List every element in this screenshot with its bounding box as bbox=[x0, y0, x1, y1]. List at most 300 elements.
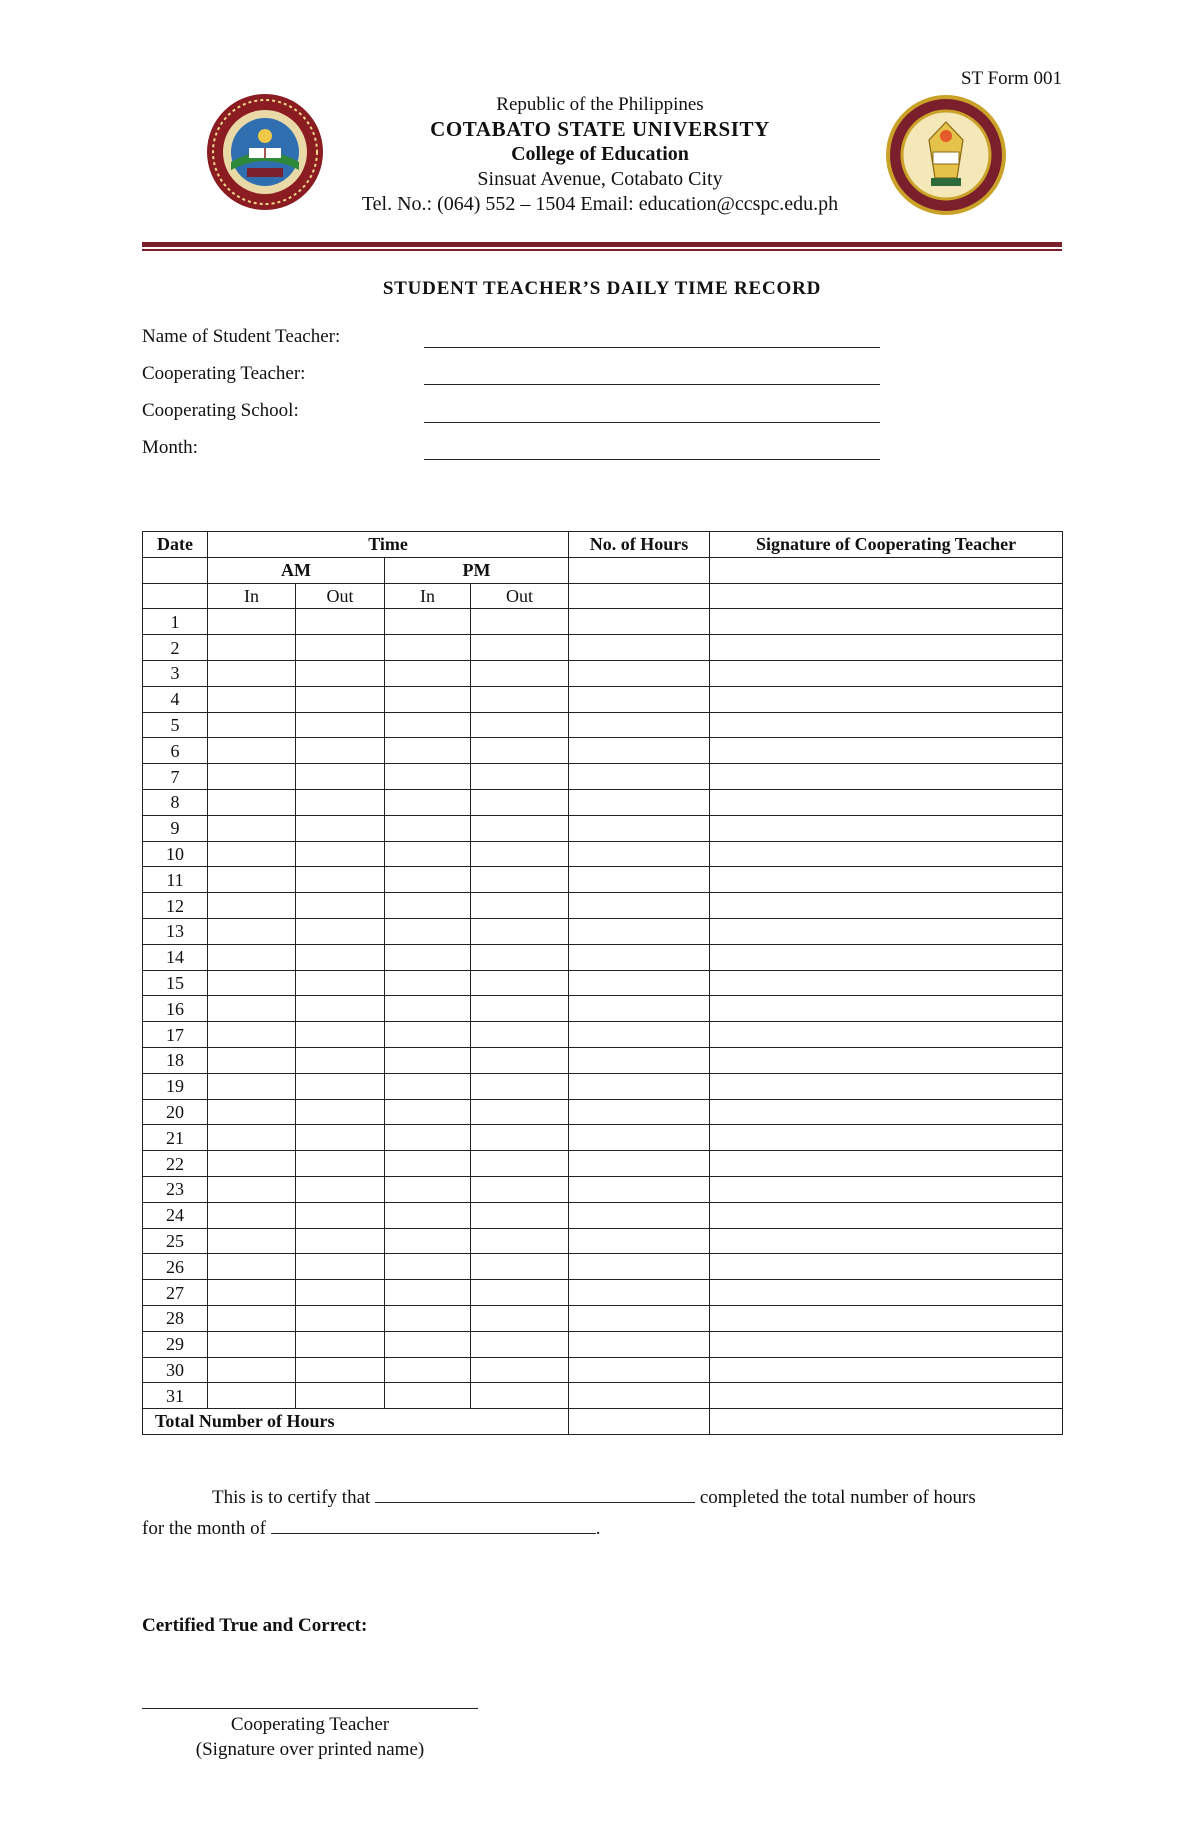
hours-cell[interactable] bbox=[569, 1176, 710, 1202]
table-row bbox=[143, 1176, 1063, 1202]
pm-out-cell[interactable] bbox=[471, 1125, 569, 1151]
day-number: 29 bbox=[143, 1331, 208, 1357]
pm-in-cell[interactable] bbox=[385, 893, 471, 919]
am-out-cell[interactable] bbox=[296, 815, 385, 841]
pm-in-cell[interactable] bbox=[385, 1357, 471, 1383]
pm-out-cell[interactable] bbox=[471, 893, 569, 919]
am-out-cell[interactable] bbox=[296, 1176, 385, 1202]
signature-cell[interactable] bbox=[710, 660, 1063, 686]
am-out-cell[interactable] bbox=[296, 1331, 385, 1357]
table-row bbox=[143, 1022, 1063, 1048]
table-row bbox=[143, 1228, 1063, 1254]
day-number: 18 bbox=[143, 1047, 208, 1073]
pm-in-cell[interactable] bbox=[385, 1176, 471, 1202]
field-line-month[interactable] bbox=[424, 459, 880, 460]
hours-cell[interactable] bbox=[569, 970, 710, 996]
col-signature: Signature of Cooperating Teacher bbox=[710, 532, 1063, 558]
day-number: 19 bbox=[143, 1073, 208, 1099]
signature-cell[interactable] bbox=[710, 970, 1063, 996]
day-number: 23 bbox=[143, 1176, 208, 1202]
day-number: 7 bbox=[143, 764, 208, 790]
hours-cell[interactable] bbox=[569, 1305, 710, 1331]
hours-cell[interactable] bbox=[569, 1254, 710, 1280]
hours-cell[interactable] bbox=[569, 764, 710, 790]
pm-out-cell[interactable] bbox=[471, 1151, 569, 1177]
table-row bbox=[143, 815, 1063, 841]
pm-in-cell[interactable] bbox=[385, 789, 471, 815]
pm-in-cell[interactable] bbox=[385, 609, 471, 635]
am-out-cell[interactable] bbox=[296, 686, 385, 712]
am-out-cell[interactable] bbox=[296, 789, 385, 815]
am-out-cell[interactable] bbox=[296, 841, 385, 867]
am-in-cell[interactable] bbox=[208, 1176, 296, 1202]
am-out-cell[interactable] bbox=[296, 635, 385, 661]
day-number: 15 bbox=[143, 970, 208, 996]
day-number: 21 bbox=[143, 1125, 208, 1151]
table-row bbox=[143, 764, 1063, 790]
am-in-cell[interactable] bbox=[208, 1022, 296, 1048]
institution-header bbox=[300, 92, 900, 217]
signature-line[interactable] bbox=[142, 1708, 478, 1709]
pm-out-cell[interactable] bbox=[471, 1228, 569, 1254]
am-out-cell[interactable] bbox=[296, 738, 385, 764]
am-in-cell[interactable] bbox=[208, 1357, 296, 1383]
pm-in-cell[interactable] bbox=[385, 944, 471, 970]
signature-role: Cooperating Teacher bbox=[230, 1714, 390, 1735]
am-out-cell[interactable] bbox=[296, 1280, 385, 1306]
pm-in-cell[interactable] bbox=[385, 1151, 471, 1177]
am-out-cell[interactable] bbox=[296, 893, 385, 919]
empty-cell bbox=[710, 583, 1063, 609]
signature-cell[interactable] bbox=[710, 1383, 1063, 1409]
day-number: 26 bbox=[143, 1254, 208, 1280]
signature-cell[interactable] bbox=[710, 1047, 1063, 1073]
table-header-row bbox=[143, 532, 1063, 558]
am-in-cell[interactable] bbox=[208, 764, 296, 790]
hours-cell[interactable] bbox=[569, 1331, 710, 1357]
signature-cell[interactable] bbox=[710, 712, 1063, 738]
pm-out-cell[interactable] bbox=[471, 1073, 569, 1099]
pm-in-cell[interactable] bbox=[385, 970, 471, 996]
pm-in-cell[interactable] bbox=[385, 660, 471, 686]
table-row bbox=[143, 893, 1063, 919]
hours-cell[interactable] bbox=[569, 867, 710, 893]
pm-out-cell[interactable] bbox=[471, 867, 569, 893]
hours-cell[interactable] bbox=[569, 944, 710, 970]
am-out-cell[interactable] bbox=[296, 1125, 385, 1151]
pm-out-cell[interactable] bbox=[471, 970, 569, 996]
am-in-cell[interactable] bbox=[208, 1305, 296, 1331]
pm-in-cell[interactable] bbox=[385, 1228, 471, 1254]
table-row bbox=[143, 1331, 1063, 1357]
empty-cell bbox=[569, 557, 710, 583]
hours-cell[interactable] bbox=[569, 1047, 710, 1073]
republic-line: Republic of the Philippines bbox=[496, 94, 704, 115]
pm-out-cell[interactable] bbox=[471, 1280, 569, 1306]
pm-out-cell[interactable] bbox=[471, 764, 569, 790]
table-row bbox=[143, 686, 1063, 712]
signature-cell[interactable] bbox=[710, 893, 1063, 919]
signature-cell[interactable] bbox=[710, 1073, 1063, 1099]
hours-cell[interactable] bbox=[569, 1099, 710, 1125]
table-row bbox=[143, 1305, 1063, 1331]
am-out-cell[interactable] bbox=[296, 1254, 385, 1280]
table-row bbox=[143, 1280, 1063, 1306]
table-row bbox=[143, 944, 1063, 970]
am-in-cell[interactable] bbox=[208, 1099, 296, 1125]
am-in-cell[interactable] bbox=[208, 944, 296, 970]
am-out-cell[interactable] bbox=[296, 944, 385, 970]
hours-cell[interactable] bbox=[569, 1280, 710, 1306]
certify-period: . bbox=[595, 1518, 601, 1539]
signature-cell[interactable] bbox=[710, 944, 1063, 970]
pm-out-cell[interactable] bbox=[471, 712, 569, 738]
am-in-cell[interactable] bbox=[208, 996, 296, 1022]
table-row bbox=[143, 867, 1063, 893]
day-number: 14 bbox=[143, 944, 208, 970]
am-in-cell[interactable] bbox=[208, 1383, 296, 1409]
day-number: 17 bbox=[143, 1022, 208, 1048]
day-number: 3 bbox=[143, 660, 208, 686]
hours-cell[interactable] bbox=[569, 841, 710, 867]
hours-cell[interactable] bbox=[569, 893, 710, 919]
am-in-cell[interactable] bbox=[208, 1073, 296, 1099]
total-row bbox=[143, 1409, 1063, 1435]
day-number: 10 bbox=[143, 841, 208, 867]
hours-cell[interactable] bbox=[569, 815, 710, 841]
col-hours: No. of Hours bbox=[569, 532, 710, 558]
empty-cell bbox=[710, 557, 1063, 583]
signature-cell[interactable] bbox=[710, 1125, 1063, 1151]
signature-cell[interactable] bbox=[710, 764, 1063, 790]
empty-cell bbox=[143, 583, 208, 609]
signature-cell[interactable] bbox=[710, 1151, 1063, 1177]
field-label-month: Month: bbox=[142, 437, 198, 458]
table-row bbox=[143, 609, 1063, 635]
table-row bbox=[143, 1383, 1063, 1409]
pm-out-cell[interactable] bbox=[471, 1254, 569, 1280]
pm-out-cell[interactable] bbox=[471, 1022, 569, 1048]
signature-cell[interactable] bbox=[710, 789, 1063, 815]
col-pm-in: In bbox=[385, 583, 471, 609]
am-in-cell[interactable] bbox=[208, 660, 296, 686]
pm-in-cell[interactable] bbox=[385, 764, 471, 790]
am-out-cell[interactable] bbox=[296, 970, 385, 996]
table-row bbox=[143, 1151, 1063, 1177]
contact-line: Tel. No.: (064) 552 – 1504 Email: education@ccspc.edu.ph bbox=[361, 193, 839, 215]
signature-cell[interactable] bbox=[710, 686, 1063, 712]
university-name: COTABATO STATE UNIVERSITY bbox=[430, 117, 770, 141]
hours-cell[interactable] bbox=[569, 635, 710, 661]
am-out-cell[interactable] bbox=[296, 1383, 385, 1409]
hours-cell[interactable] bbox=[569, 1228, 710, 1254]
am-out-cell[interactable] bbox=[296, 1228, 385, 1254]
day-number: 28 bbox=[143, 1305, 208, 1331]
pm-out-cell[interactable] bbox=[471, 635, 569, 661]
field-label-cooperating-teacher: Cooperating Teacher: bbox=[142, 363, 306, 384]
hours-cell[interactable] bbox=[569, 609, 710, 635]
certify-text-1: This is to certify that bbox=[212, 1487, 371, 1508]
total-hours-cell[interactable] bbox=[569, 1409, 710, 1435]
field-line-cooperating-teacher[interactable] bbox=[424, 384, 880, 385]
pm-out-cell[interactable] bbox=[471, 918, 569, 944]
hours-cell[interactable] bbox=[569, 660, 710, 686]
field-label-student-teacher: Name of Student Teacher: bbox=[142, 326, 341, 347]
form-code: ST Form 001 bbox=[960, 68, 1062, 89]
pm-in-cell[interactable] bbox=[385, 1280, 471, 1306]
day-number: 9 bbox=[143, 815, 208, 841]
signature-cell[interactable] bbox=[710, 918, 1063, 944]
pm-in-cell[interactable] bbox=[385, 1047, 471, 1073]
pm-in-cell[interactable] bbox=[385, 1202, 471, 1228]
hours-cell[interactable] bbox=[569, 738, 710, 764]
table-row bbox=[143, 789, 1063, 815]
signature-cell[interactable] bbox=[710, 867, 1063, 893]
day-number: 20 bbox=[143, 1099, 208, 1125]
signature-cell[interactable] bbox=[710, 1202, 1063, 1228]
hours-cell[interactable] bbox=[569, 918, 710, 944]
pm-in-cell[interactable] bbox=[385, 867, 471, 893]
pm-in-cell[interactable] bbox=[385, 1383, 471, 1409]
signature-cell[interactable] bbox=[710, 635, 1063, 661]
table-row bbox=[143, 660, 1063, 686]
pm-in-cell[interactable] bbox=[385, 712, 471, 738]
table-row bbox=[143, 712, 1063, 738]
am-out-cell[interactable] bbox=[296, 764, 385, 790]
field-line-cooperating-school[interactable] bbox=[424, 422, 880, 423]
table-row bbox=[143, 1254, 1063, 1280]
signature-cell[interactable] bbox=[710, 738, 1063, 764]
hours-cell[interactable] bbox=[569, 996, 710, 1022]
day-number: 8 bbox=[143, 789, 208, 815]
signature-cell[interactable] bbox=[710, 841, 1063, 867]
table-row bbox=[143, 970, 1063, 996]
total-label: Total Number of Hours bbox=[143, 1409, 569, 1435]
certify-statement bbox=[142, 1482, 1062, 1509]
pm-in-cell[interactable] bbox=[385, 686, 471, 712]
am-out-cell[interactable] bbox=[296, 1151, 385, 1177]
am-out-cell[interactable] bbox=[296, 1202, 385, 1228]
field-label-cooperating-school: Cooperating School: bbox=[142, 400, 299, 421]
day-number: 24 bbox=[143, 1202, 208, 1228]
day-number: 25 bbox=[143, 1228, 208, 1254]
pm-out-cell[interactable] bbox=[471, 1383, 569, 1409]
signature-cell[interactable] bbox=[710, 1254, 1063, 1280]
hours-cell[interactable] bbox=[569, 1022, 710, 1048]
pm-out-cell[interactable] bbox=[471, 609, 569, 635]
table-row bbox=[143, 841, 1063, 867]
am-in-cell[interactable] bbox=[208, 1228, 296, 1254]
hours-cell[interactable] bbox=[569, 712, 710, 738]
day-number: 16 bbox=[143, 996, 208, 1022]
col-date: Date bbox=[143, 532, 208, 558]
hours-cell[interactable] bbox=[569, 789, 710, 815]
table-body bbox=[143, 609, 1063, 1409]
am-out-cell[interactable] bbox=[296, 1022, 385, 1048]
certify-name-blank[interactable] bbox=[375, 1482, 695, 1503]
hours-cell[interactable] bbox=[569, 1073, 710, 1099]
pm-in-cell[interactable] bbox=[385, 635, 471, 661]
hours-cell[interactable] bbox=[569, 1202, 710, 1228]
am-in-cell[interactable] bbox=[208, 635, 296, 661]
empty-cell bbox=[569, 583, 710, 609]
pm-out-cell[interactable] bbox=[471, 660, 569, 686]
pm-out-cell[interactable] bbox=[471, 996, 569, 1022]
am-in-cell[interactable] bbox=[208, 1254, 296, 1280]
am-out-cell[interactable] bbox=[296, 1357, 385, 1383]
day-number: 6 bbox=[143, 738, 208, 764]
am-in-cell[interactable] bbox=[208, 712, 296, 738]
col-pm-out: Out bbox=[471, 583, 569, 609]
pm-out-cell[interactable] bbox=[471, 841, 569, 867]
signature-note: (Signature over printed name) bbox=[195, 1739, 425, 1760]
am-out-cell[interactable] bbox=[296, 1305, 385, 1331]
table-inout-row bbox=[143, 583, 1063, 609]
pm-in-cell[interactable] bbox=[385, 996, 471, 1022]
certify-month-blank[interactable] bbox=[271, 1513, 596, 1534]
signature-cell[interactable] bbox=[710, 996, 1063, 1022]
header-divider bbox=[142, 242, 1062, 247]
pm-out-cell[interactable] bbox=[471, 1099, 569, 1125]
signature-cell[interactable] bbox=[710, 1228, 1063, 1254]
pm-out-cell[interactable] bbox=[471, 686, 569, 712]
pm-in-cell[interactable] bbox=[385, 1073, 471, 1099]
hours-cell[interactable] bbox=[569, 1383, 710, 1409]
signature-cell[interactable] bbox=[710, 1357, 1063, 1383]
signature-cell[interactable] bbox=[710, 1022, 1063, 1048]
day-number: 22 bbox=[143, 1151, 208, 1177]
time-record-table bbox=[142, 531, 1063, 1435]
table-row bbox=[143, 738, 1063, 764]
pm-out-cell[interactable] bbox=[471, 1176, 569, 1202]
signature-block bbox=[142, 1712, 478, 1762]
signature-cell[interactable] bbox=[710, 1331, 1063, 1357]
day-number: 11 bbox=[143, 867, 208, 893]
am-in-cell[interactable] bbox=[208, 1202, 296, 1228]
table-row bbox=[143, 918, 1063, 944]
table-subheader-row bbox=[143, 557, 1063, 583]
day-number: 1 bbox=[143, 609, 208, 635]
am-in-cell[interactable] bbox=[208, 789, 296, 815]
hours-cell[interactable] bbox=[569, 1125, 710, 1151]
table-row bbox=[143, 1125, 1063, 1151]
day-number: 30 bbox=[143, 1357, 208, 1383]
hours-cell[interactable] bbox=[569, 686, 710, 712]
day-number: 31 bbox=[143, 1383, 208, 1409]
am-out-cell[interactable] bbox=[296, 1073, 385, 1099]
col-pm: PM bbox=[385, 557, 569, 583]
am-in-cell[interactable] bbox=[208, 970, 296, 996]
am-out-cell[interactable] bbox=[296, 712, 385, 738]
am-out-cell[interactable] bbox=[296, 1047, 385, 1073]
am-in-cell[interactable] bbox=[208, 815, 296, 841]
hours-cell[interactable] bbox=[569, 1151, 710, 1177]
pm-out-cell[interactable] bbox=[471, 1047, 569, 1073]
table-row bbox=[143, 1073, 1063, 1099]
am-in-cell[interactable] bbox=[208, 1047, 296, 1073]
am-out-cell[interactable] bbox=[296, 918, 385, 944]
pm-in-cell[interactable] bbox=[385, 1099, 471, 1125]
am-out-cell[interactable] bbox=[296, 1099, 385, 1125]
signature-cell[interactable] bbox=[710, 609, 1063, 635]
pm-in-cell[interactable] bbox=[385, 841, 471, 867]
am-in-cell[interactable] bbox=[208, 1125, 296, 1151]
signature-cell[interactable] bbox=[710, 1176, 1063, 1202]
pm-out-cell[interactable] bbox=[471, 815, 569, 841]
am-in-cell[interactable] bbox=[208, 918, 296, 944]
am-in-cell[interactable] bbox=[208, 1331, 296, 1357]
signature-cell[interactable] bbox=[710, 1305, 1063, 1331]
pm-in-cell[interactable] bbox=[385, 1331, 471, 1357]
am-in-cell[interactable] bbox=[208, 867, 296, 893]
pm-out-cell[interactable] bbox=[471, 1202, 569, 1228]
certified-label: Certified True and Correct: bbox=[142, 1615, 368, 1636]
am-in-cell[interactable] bbox=[208, 738, 296, 764]
table-row bbox=[143, 635, 1063, 661]
certify-text-2: completed the total number of hours bbox=[699, 1487, 976, 1508]
pm-out-cell[interactable] bbox=[471, 1305, 569, 1331]
am-out-cell[interactable] bbox=[296, 996, 385, 1022]
day-number: 27 bbox=[143, 1280, 208, 1306]
pm-out-cell[interactable] bbox=[471, 944, 569, 970]
pm-in-cell[interactable] bbox=[385, 1125, 471, 1151]
signature-cell[interactable] bbox=[710, 815, 1063, 841]
certify-statement-line2 bbox=[142, 1513, 1062, 1540]
college-name: College of Education bbox=[511, 143, 689, 165]
pm-out-cell[interactable] bbox=[471, 738, 569, 764]
hours-cell[interactable] bbox=[569, 1357, 710, 1383]
table-row bbox=[143, 996, 1063, 1022]
field-line-student-teacher[interactable] bbox=[424, 347, 880, 348]
pm-in-cell[interactable] bbox=[385, 918, 471, 944]
table-row bbox=[143, 1047, 1063, 1073]
header-divider-thin bbox=[142, 249, 1062, 251]
day-number: 12 bbox=[143, 893, 208, 919]
empty-cell bbox=[143, 557, 208, 583]
certify-text-3: for the month of bbox=[142, 1518, 267, 1539]
am-in-cell[interactable] bbox=[208, 609, 296, 635]
col-am: AM bbox=[208, 557, 385, 583]
day-number: 5 bbox=[143, 712, 208, 738]
page-title: STUDENT TEACHER’S DAILY TIME RECORD bbox=[382, 278, 822, 299]
pm-in-cell[interactable] bbox=[385, 815, 471, 841]
signature-cell[interactable] bbox=[710, 1099, 1063, 1125]
am-out-cell[interactable] bbox=[296, 867, 385, 893]
am-in-cell[interactable] bbox=[208, 1151, 296, 1177]
col-time: Time bbox=[208, 532, 569, 558]
am-in-cell[interactable] bbox=[208, 1280, 296, 1306]
day-number: 13 bbox=[143, 918, 208, 944]
am-out-cell[interactable] bbox=[296, 660, 385, 686]
pm-in-cell[interactable] bbox=[385, 1254, 471, 1280]
pm-out-cell[interactable] bbox=[471, 1331, 569, 1357]
college-seal-icon bbox=[885, 94, 1007, 216]
pm-out-cell[interactable] bbox=[471, 789, 569, 815]
total-signature-cell[interactable] bbox=[710, 1409, 1063, 1435]
pm-out-cell[interactable] bbox=[471, 1357, 569, 1383]
pm-in-cell[interactable] bbox=[385, 1022, 471, 1048]
am-out-cell[interactable] bbox=[296, 609, 385, 635]
table-row bbox=[143, 1099, 1063, 1125]
signature-cell[interactable] bbox=[710, 1280, 1063, 1306]
am-in-cell[interactable] bbox=[208, 841, 296, 867]
day-number: 2 bbox=[143, 635, 208, 661]
pm-in-cell[interactable] bbox=[385, 738, 471, 764]
col-am-in: In bbox=[208, 583, 296, 609]
am-in-cell[interactable] bbox=[208, 893, 296, 919]
am-in-cell[interactable] bbox=[208, 686, 296, 712]
pm-in-cell[interactable] bbox=[385, 1305, 471, 1331]
